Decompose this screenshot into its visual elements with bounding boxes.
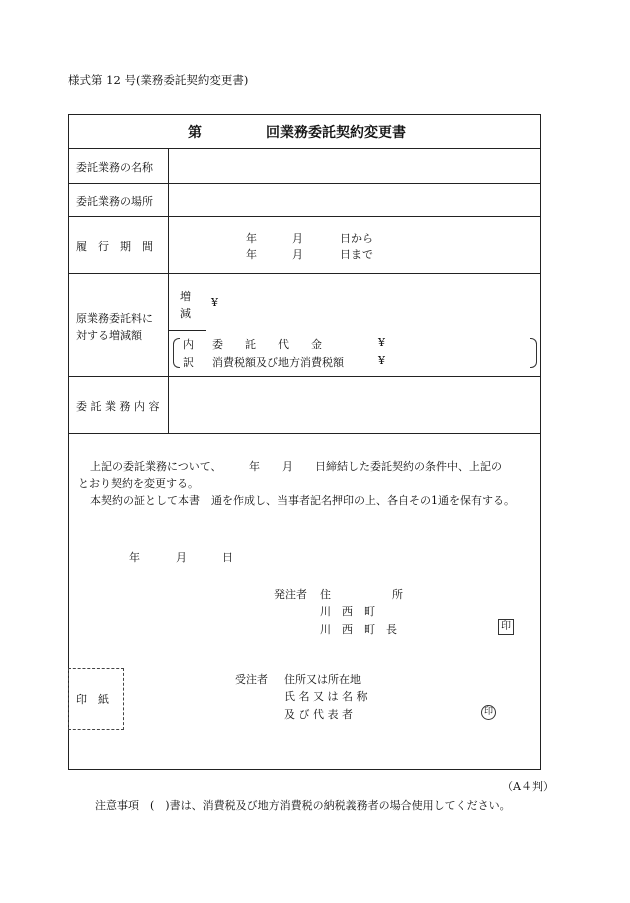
label-column-divider xyxy=(168,148,169,433)
zougen-increase: 増 xyxy=(180,290,191,303)
left-bracket xyxy=(173,338,180,368)
period-month-2: 月 xyxy=(292,248,303,261)
body-line-2: とおり契約を変更する。 xyxy=(78,477,199,490)
date-year: 年 xyxy=(129,551,140,564)
tax-label: 消費税額及び地方消費税額 xyxy=(212,356,344,369)
row-divider xyxy=(68,273,541,274)
tax-yen: ¥ xyxy=(378,354,385,367)
stamp-label: 印 紙 xyxy=(76,693,109,706)
fee-label-line1: 原業務委託料に xyxy=(76,312,153,325)
orderer-address-label-2: 所 xyxy=(392,588,403,601)
form-number: 様式第 12 号(業務委託契約変更書) xyxy=(68,73,249,87)
orderer-seal-icon: 印 xyxy=(498,619,514,635)
row-divider xyxy=(68,216,541,217)
contractor-address: 住所又は所在地 xyxy=(284,673,361,686)
contractor-seal-icon: 印 xyxy=(481,705,496,720)
body-line-3: 本契約の証として本書 通を作成し、当事者記名押印の上、各自その1通を保有する。 xyxy=(90,494,515,507)
footnote: 注意事項 ( )書は、消費税及び地方消費税の納税義務者の場合使用してください。 xyxy=(95,799,511,812)
date-month: 月 xyxy=(176,551,187,564)
orderer-mayor: 川 西 町 長 xyxy=(320,623,397,636)
orderer-address-label-1: 住 xyxy=(320,588,331,601)
place-label: 委託業務の場所 xyxy=(76,195,153,208)
uchiwake-2: 訳 xyxy=(183,356,194,369)
zougen-yen: ¥ xyxy=(211,296,218,309)
row-divider xyxy=(68,376,541,377)
contractor-rep: 及 び 代 表 者 xyxy=(284,708,353,721)
sub-divider xyxy=(168,330,206,331)
body-line-1: 上記の委託業務について、 年 月 日締結した委託契約の条件中、上記の xyxy=(90,460,503,473)
period-day-to: 日まで xyxy=(340,248,373,261)
period-day-from: 日から xyxy=(340,232,373,245)
orderer-label: 発注者 xyxy=(274,588,307,601)
consign-fee-label: 委 託 代 金 xyxy=(212,338,322,351)
contractor-label: 受注者 xyxy=(235,673,268,686)
row-divider xyxy=(68,433,541,434)
period-label: 履 行 期 間 xyxy=(76,240,153,253)
row-divider xyxy=(68,148,541,149)
fee-label-line2: 対する増減額 xyxy=(76,329,142,342)
period-year-1: 年 xyxy=(246,232,257,245)
row-divider xyxy=(68,183,541,184)
date-day: 日 xyxy=(222,551,233,564)
paper-size: （A４判） xyxy=(502,780,554,793)
page-title: 回業務委託契約変更書 xyxy=(266,125,406,141)
uchiwake-1: 内 xyxy=(183,338,194,351)
contractor-name: 氏 名 又 は 名 称 xyxy=(284,690,368,703)
consign-fee-yen: ¥ xyxy=(378,336,385,349)
title-prefix: 第 xyxy=(188,125,202,141)
period-month-1: 月 xyxy=(292,232,303,245)
right-bracket xyxy=(530,338,537,368)
content-label: 委 託 業 務 内 容 xyxy=(76,400,160,413)
name-label: 委託業務の名称 xyxy=(76,161,153,174)
zougen-decrease: 減 xyxy=(180,307,191,320)
period-year-2: 年 xyxy=(246,248,257,261)
orderer-town: 川 西 町 xyxy=(320,605,375,618)
